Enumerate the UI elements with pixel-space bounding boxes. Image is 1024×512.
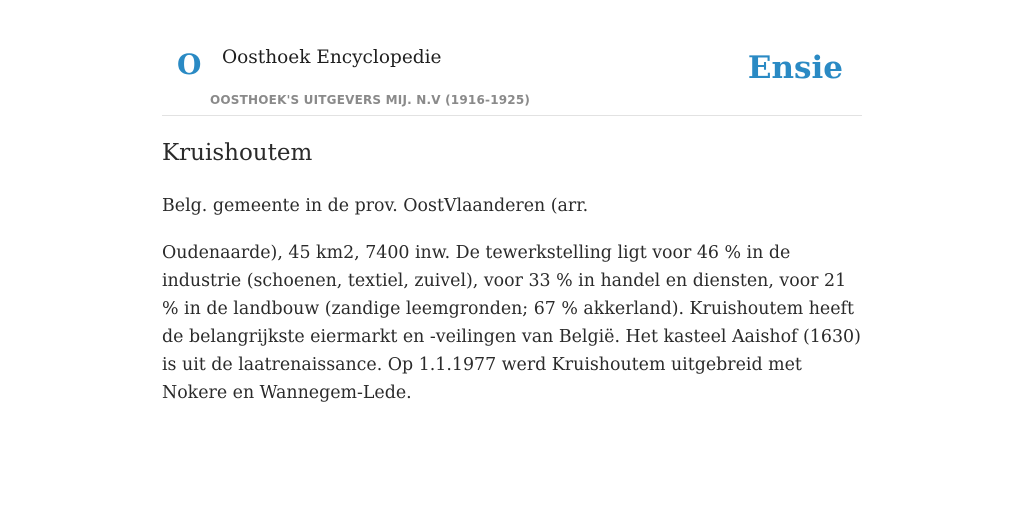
publisher-subtitle: OOSTHOEK'S UITGEVERS MIJ. N.V (1916-1925) xyxy=(210,93,531,107)
site-header xyxy=(162,40,862,116)
entry-title: Kruishoutem xyxy=(162,140,313,166)
encyclopedia-title[interactable]: Oosthoek Encyclopedie xyxy=(222,47,442,68)
encyclopedia-logo[interactable]: O xyxy=(177,48,202,81)
entry-paragraph: Oudenaarde), 45 km2, 7400 inw. De tewerkstelling ligt voor 46 % in de industrie (schoenen, textiel, zuivel), voor 33 % in handel en diensten, voor 21 % in de landbouw (zandige leemgronden; 67 % akkerland). Kruishoutem heeft de belangrijkste eiermarkt en -veilingen van België. Het kasteel Aaishof (1630) is uit de laatrenaissance. Op 1.1.1977 werd Kruishoutem uitgebreid met Nokere en Wannegem-Lede. xyxy=(162,243,861,403)
ensie-brand-link[interactable]: Ensie xyxy=(747,50,843,86)
entry-paragraph: Belg. gemeente in de prov. OostVlaanderen (arr. xyxy=(162,196,589,216)
